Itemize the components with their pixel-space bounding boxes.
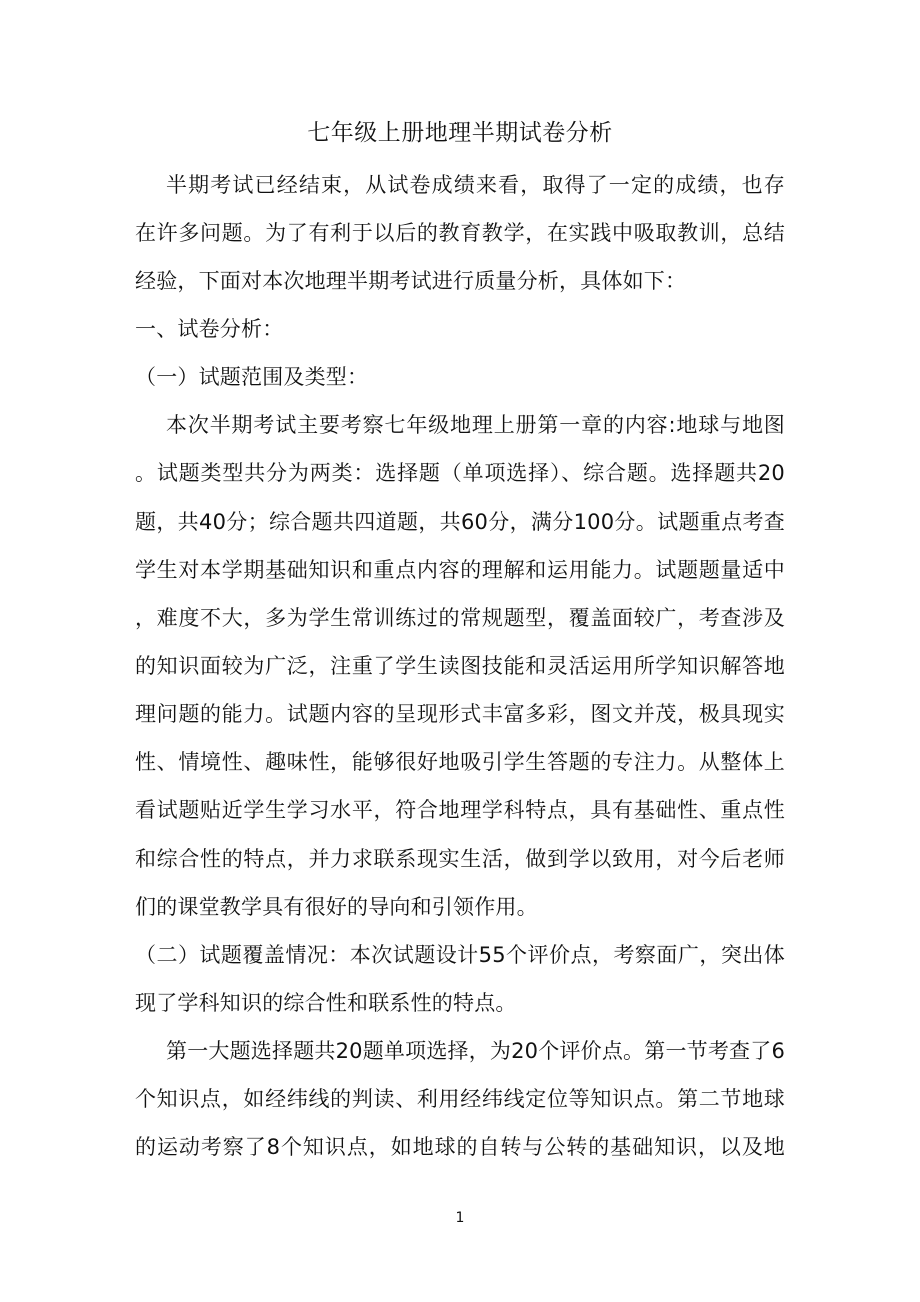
page-number: 1 [455, 1210, 465, 1226]
paragraph-line: ，难度不大，多为学生常训练过的常规题型，覆盖面较广，考查涉及 [135, 606, 785, 630]
paragraph-line: 学生对本学期基础知识和重点内容的理解和运用能力。试题题量适中 [135, 558, 785, 582]
paragraph-line: 经验，下面对本次地理半期考试进行质量分析，具体如下： [135, 269, 687, 293]
paragraph-line: 的知识面较为广泛，注重了学生读图技能和灵活运用所学知识解答地 [135, 654, 785, 678]
paragraph-line: 半期考试已经结束，从试卷成绩来看，取得了一定的成绩，也存 [166, 173, 785, 197]
section-heading: 一、试卷分析： [135, 317, 284, 341]
paragraph-line: 和综合性的特点，并力求联系现实生活，做到学以致用，对今后老师 [135, 847, 785, 871]
paragraph-line: 在许多问题。为了有利于以后的教育教学，在实践中吸取教训，总结 [135, 221, 785, 245]
paragraph-line: 性、情境性、趣味性，能够很好地吸引学生答题的专注力。从整体上 [135, 750, 785, 774]
paragraph-line: 的运动考察了8个知识点，如地球的自转与公转的基础知识，以及地 [135, 1135, 785, 1159]
paragraph-line: 理问题的能力。试题内容的呈现形式丰富多彩，图文并茂，极具现实 [135, 702, 785, 726]
paragraph-line: 现了学科知识的综合性和联系性的特点。 [135, 991, 517, 1015]
paragraph-line: 题，共40分；综合题共四道题，共60分，满分100分。试题重点考查 [135, 510, 785, 534]
paragraph-line: 本次半期考试主要考察七年级地理上册第一章的内容:地球与地图 [166, 413, 785, 437]
paragraph-line: 们的课堂教学具有很好的导向和引领作用。 [135, 895, 538, 919]
subsection-heading: （一）试题范围及类型： [135, 365, 369, 389]
paragraph-line: 个知识点，如经纬线的判读、利用经纬线定位等知识点。第二节地球 [135, 1087, 785, 1111]
paragraph-line: 第一大题选择题共20题单项选择，为20个评价点。第一节考查了6 [166, 1039, 786, 1063]
document-title: 七年级上册地理半期试卷分析 [307, 120, 613, 146]
paragraph-line: （二）试题覆盖情况：本次试题设计55个评价点，考察面广，突出体 [135, 943, 785, 967]
paragraph-line: 看试题贴近学生学习水平，符合地理学科特点，具有基础性、重点性 [135, 798, 785, 822]
paragraph-line: 。试题类型共分为两类：选择题（单项选择）、综合题。选择题共20 [135, 461, 785, 485]
